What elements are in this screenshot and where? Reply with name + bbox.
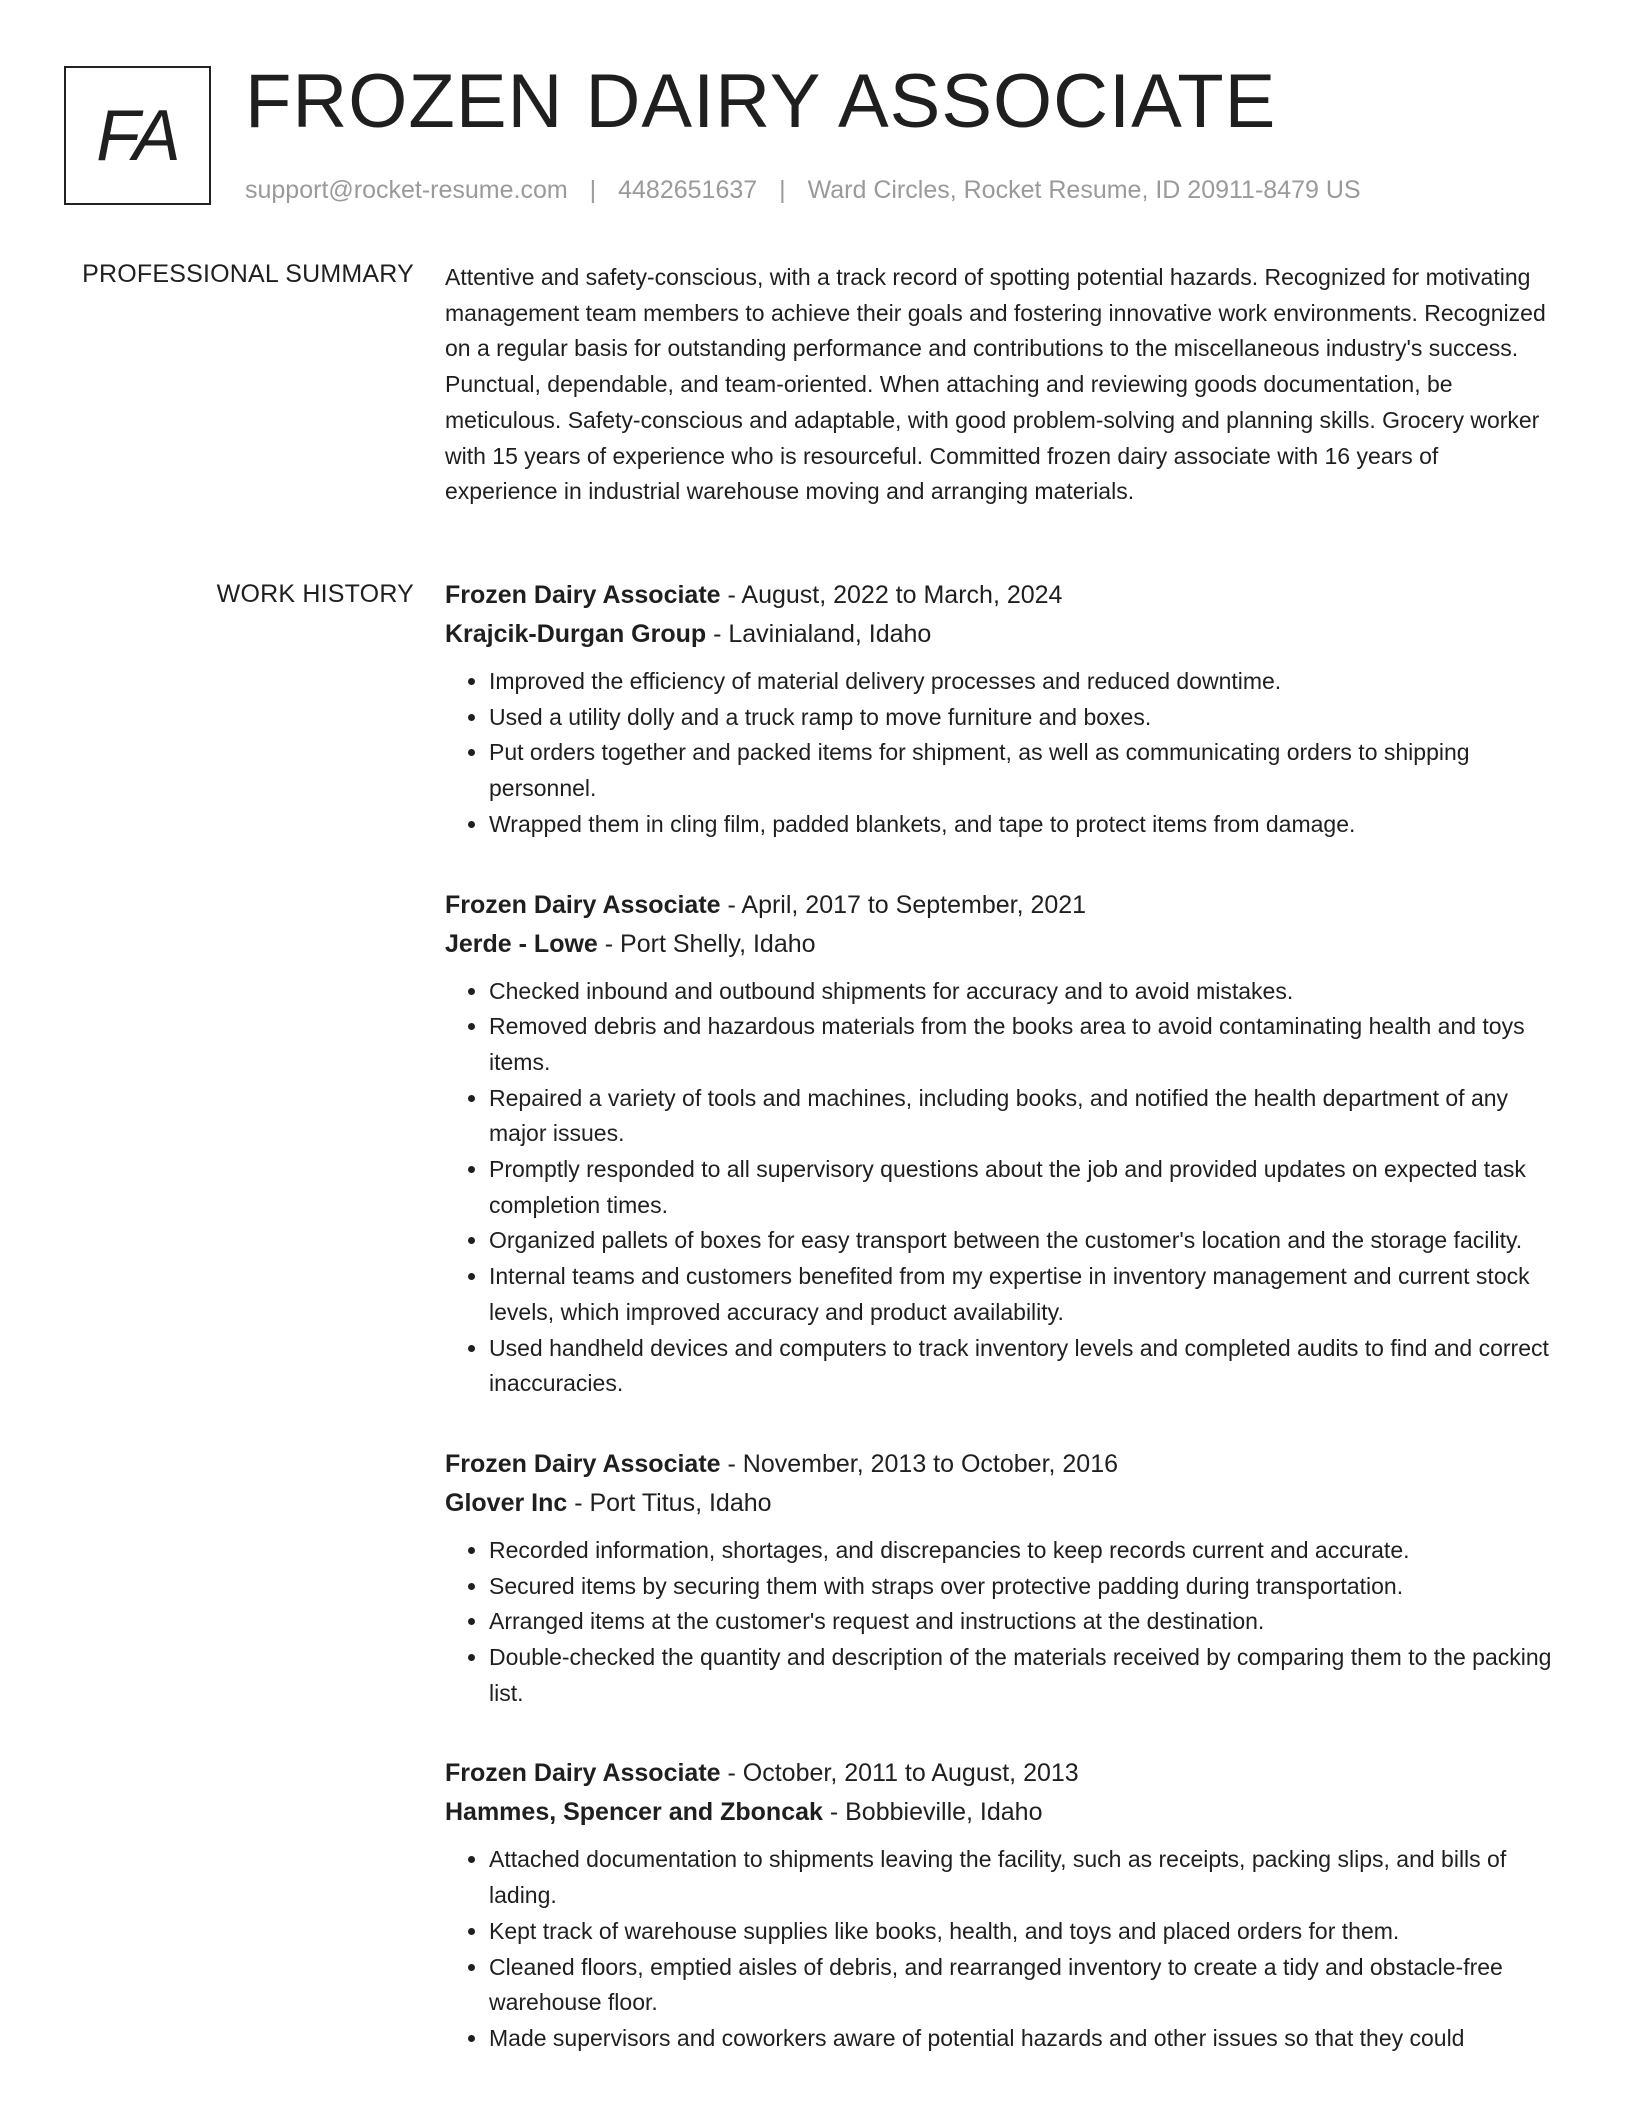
job-company: Glover Inc [445,1488,568,1517]
job-dates: - October, 2011 to August, 2013 [720,1759,1079,1788]
job-duty-item: • Made supervisors and coworkers aware of potential hazards and other issues so that they could [489,2021,1555,2057]
job-company: Jerde - Lowe [445,929,598,958]
monogram-badge [64,66,211,205]
resume-title: FROZEN DAIRY ASSOCIATE [245,59,1277,144]
job-title-line [445,886,1555,925]
job-duty-item: • Cleaned floors, emptied aisles of debris, and rearranged inventory to create a tidy and obstacle-free warehouse floor. [489,1950,1555,2021]
job-title-line [445,1754,1555,1793]
job-title: Frozen Dairy Associate [445,581,721,609]
job-location: - Lavinialand, Idaho [706,620,932,648]
contact-line [245,174,1361,206]
job-duty-item: • Used handheld devices and computers to track inventory levels and completed audits to find and correct inaccuracies. [489,1331,1555,1402]
job-location: - Bobbieville, Idaho [822,1798,1043,1827]
job-title: Frozen Dairy Associate [445,890,721,919]
job-company-line [445,1793,1555,1832]
contact-separator: | [779,176,786,204]
job-duty-item: • Secured items by securing them with straps over protective padding during transportation. [489,1569,1555,1605]
job-duty-item: • Wrapped them in cling film, padded blankets, and tape to protect items from damage. [489,807,1555,843]
job-duty-item: • Put orders together and packed items for shipment, as well as communicating orders to shipping personnel. [489,735,1555,806]
job-duty-item: • Arranged items at the customer's request and instructions at the destination. [489,1604,1555,1640]
job-duty-item: • Recorded information, shortages, and discrepancies to keep records current and accurate. [489,1533,1555,1569]
job-duties [445,1533,1555,1712]
job-location: - Port Titus, Idaho [567,1488,772,1517]
job-duties [445,664,1555,843]
job-entry [445,1754,1555,2056]
job-duty-item: • Kept track of warehouse supplies like books, health, and toys and placed orders for them. [489,1914,1555,1950]
contact-phone: 4482651637 [618,176,758,204]
job-dates: - November, 2013 to October, 2016 [720,1449,1119,1478]
job-location: - Port Shelly, Idaho [597,929,816,958]
job-company-line [445,1484,1555,1523]
contact-address: Ward Circles, Rocket Resume, ID 20911-8479 US [807,176,1361,204]
job-company: Hammes, Spencer and Zboncak [445,1798,823,1827]
job-dates: - August, 2022 to March, 2024 [720,581,1063,609]
job-duty-item: • Promptly responded to all supervisory questions about the job and provided updates on expected task completion times. [489,1152,1555,1223]
job-entry [445,886,1555,1402]
job-company-line [445,925,1555,964]
job-title-line [445,1445,1555,1484]
job-duties [445,1842,1555,2056]
monogram-initials: FA [96,95,179,176]
job-entry [445,1445,1555,1712]
job-duty-item: • Checked inbound and outbound shipments for accuracy and to avoid mistakes. [489,974,1555,1010]
job-duties [445,974,1555,1402]
job-duty-item: • Improved the efficiency of material delivery processes and reduced downtime. [489,664,1555,700]
job-duty-item: • Used a utility dolly and a truck ramp to move furniture and boxes. [489,700,1555,736]
contact-separator: | [589,176,597,204]
job-duty-item: • Internal teams and customers benefited from my expertise in inventory management and current stock levels, which improved accuracy and product availability. [489,1259,1555,1330]
job-entry [445,576,1555,843]
job-duty-item: • Repaired a variety of tools and machines, including books, and notified the health department of any major issues. [489,1081,1555,1152]
job-duty-item: • Attached documentation to shipments leaving the facility, such as receipts, packing slips, and bills of lading. [489,1842,1555,1913]
job-title: Frozen Dairy Associate [445,1449,721,1478]
job-title-line [445,576,1555,615]
job-company: Krajcik-Durgan Group [445,620,707,648]
job-dates: - April, 2017 to September, 2021 [720,890,1087,919]
job-duty-item: • Organized pallets of boxes for easy transport between the customer's location and the storage facility. [489,1223,1555,1259]
job-duty-item: • Removed debris and hazardous materials from the books area to avoid contaminating health and toys items. [489,1009,1555,1080]
job-title: Frozen Dairy Associate [445,1759,721,1788]
job-duty-item: • Double-checked the quantity and description of the materials received by comparing them to the packing list. [489,1640,1555,1711]
summary-section-label: PROFESSIONAL SUMMARY [82,260,414,288]
work-history-section-label: WORK HISTORY [216,580,414,608]
summary-text: Attentive and safety-conscious, with a track record of spotting potential hazards. Recognized for motivating management team members to achieve their goals and fostering innovative work environments. Recognized on a regular basis for outstanding performance and contributions to the miscellaneous industry's success. Punctual, dependable, and team-oriented. When attaching and reviewing goods documentation, be meticulous. Safety-conscious and adaptable, with good problem-solving and planning skills. Grocery worker with 15 years of experience who is resourceful. Committed frozen dairy associate with 16 years of experience in industrial warehouse moving and arranging materials. [445,264,1546,505]
work-history-list [445,576,1555,2100]
job-company-line [445,615,1555,654]
contact-email: support@rocket-resume.com [245,176,568,204]
